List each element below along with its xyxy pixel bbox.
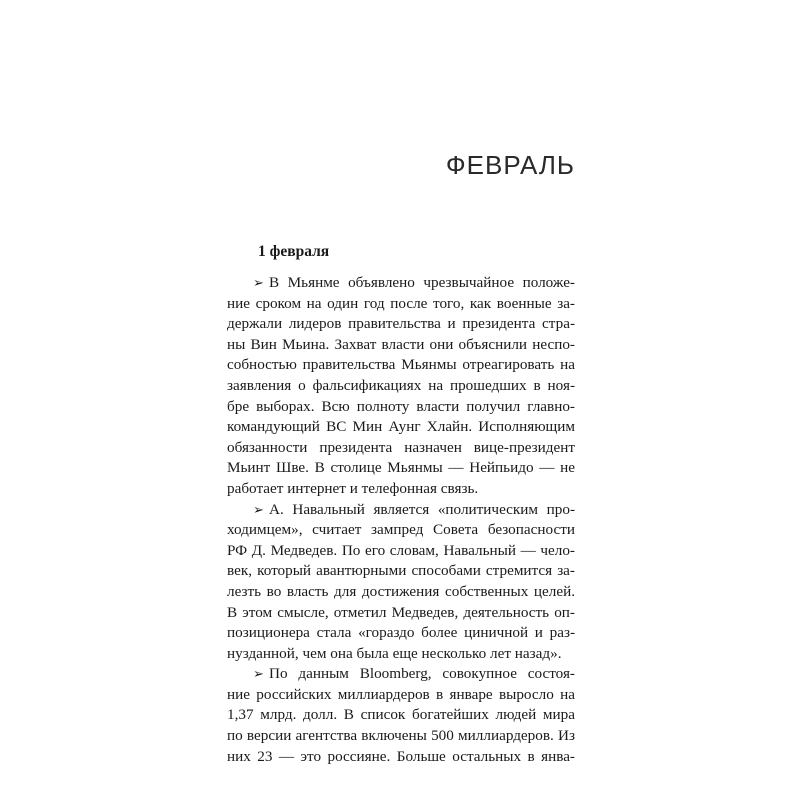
text-line: обязанности президента назначен вице-президент [227, 438, 575, 456]
text-line-first: ➢ По данным Bloomberg, совокупное состоя- [227, 664, 575, 685]
text-line: нузданной, чем она была еще несколько лет назад». [227, 644, 562, 662]
text-line: ны Вин Мьина. Захват власти они объяснили неспо- [227, 335, 575, 353]
text-line: работает интернет и телефонная связь. [227, 479, 479, 497]
date-heading: 1 февраля [258, 243, 330, 260]
text-line: них 23 — это россияне. Больше остальных в янва- [227, 747, 575, 765]
bullet-arrow-icon: ➢ [253, 667, 264, 683]
text-line: В этом смысле, отметил Медведев, деятельность оп- [227, 603, 575, 621]
text-line: РФ Д. Медведев. По его словам, Навальный — чело- [227, 541, 575, 559]
text-line: ходимцем», считает зампред Совета безопасности [227, 521, 575, 539]
text-line: заявления о фальсификациях на прошедших в ноя- [227, 376, 575, 394]
text-line: командующий ВС Мин Аунг Хлайн. Исполняющим [227, 418, 575, 436]
text-line: держали лидеров правительства и президента стра- [227, 315, 575, 333]
text-line: ние российских миллиардеров в январе выросло на [227, 685, 575, 703]
text-line: Мьинт Шве. В столице Мьянмы — Нейпьидо — не [227, 459, 575, 477]
bullet-arrow-icon: ➢ [253, 502, 264, 518]
news-entry [227, 500, 575, 665]
text-line: век, который авантюрными способами стремится за- [227, 562, 575, 580]
entries-list [227, 273, 575, 767]
chapter-title: ФЕВРАЛЬ [445, 150, 575, 180]
text-line-first: ➢ В Мьянме объявлено чрезвычайное положе- [227, 273, 575, 294]
text-line: лезть во власть для достижения собственных целей. [227, 582, 575, 600]
text-line-first: ➢ А. Навальный является «политическим про- [227, 500, 575, 521]
text-line: позиционера стала «гораздо более циничной и раз- [227, 624, 575, 642]
text-line: собностью правительства Мьянмы отреагировать на [227, 356, 575, 374]
text-line: ние сроком на один год после того, как военные за- [227, 294, 575, 312]
news-entry [227, 273, 575, 500]
news-entry [227, 664, 575, 767]
text-line: 1,37 млрд. долл. В список богатейших людей мира [227, 706, 575, 724]
text-line: бре выборах. Всю полноту власти получил главно- [227, 397, 575, 415]
bullet-arrow-icon: ➢ [253, 276, 264, 291]
text-line: по версии агентства включены 500 миллиардеров. Из [227, 727, 575, 745]
